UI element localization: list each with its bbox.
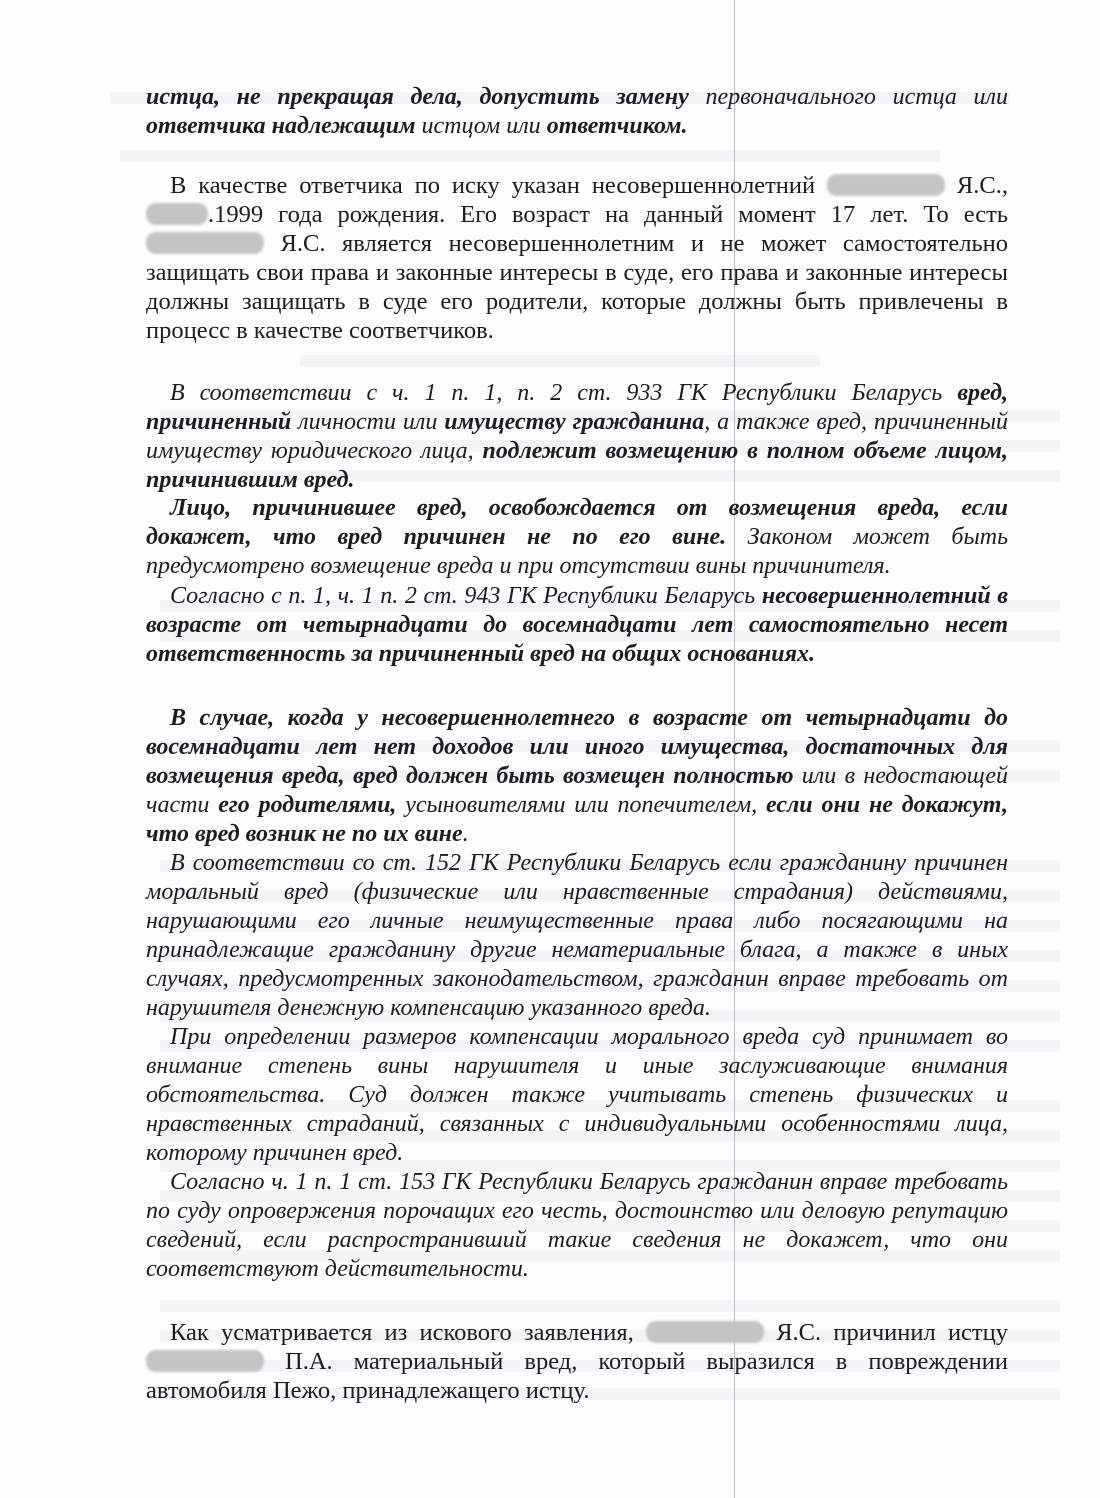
text-bold: его родителями, [218, 792, 397, 818]
text: При определении размеров компенсации морального вреда суд принимает во внимание степень вины нарушителя и иные заслуживающие внимания обстоятельства. Суд должен также учитывать степень физических и нравственных страданий, связанных с индивидуальными особенностями лица, которому причинен вред. [146, 1024, 1008, 1166]
paragraph-parents-liability [146, 704, 1008, 849]
paragraph-claim-summary [146, 1318, 1008, 1405]
text: Я.С. причинил истцу [763, 1319, 1008, 1346]
text-bold: вред, причиненный [146, 380, 1008, 435]
text: В соответствии с ч. 1 п. 1, п. 2 ст. 933 ГК Республики Беларусь [170, 380, 958, 406]
text-bold: если они не докажут, что вред возник не по их вине [146, 792, 1009, 847]
text: первоначального истца или [688, 84, 1008, 110]
paragraph-substitution [146, 83, 1008, 141]
text: В качестве ответчика по иску указан несовершеннолетний [170, 172, 828, 199]
text-bold: В случае, когда у несовершеннолетнего в возрасте от четырнадцати до восемнадцати лет нет доходов или иного имущества, достаточных для возмещения вреда, вред должен быть возмещен полностью [146, 705, 1008, 789]
text: Как усматривается из искового заявления, [170, 1319, 646, 1346]
redacted-plaintiff-surname [146, 1350, 264, 1372]
text: или в недостающей части [146, 763, 1008, 818]
text-bold: ответчиком. [546, 113, 688, 139]
text: Законом может быть предусмотрено возмещение вреда и при отсутствии вины причинителя. [146, 524, 1008, 579]
text: истцом или [415, 113, 547, 139]
text-bold: истца, не прекращая дела, допустить замену [146, 84, 689, 110]
paragraph-article-943 [146, 582, 1008, 669]
text-bold: имуществу гражданина [444, 409, 705, 435]
text: усыновителями или попечителем, [396, 792, 766, 818]
redacted-surname [146, 232, 264, 254]
redacted-surname [827, 174, 945, 196]
text: Согласно с п. 1, ч. 1 п. 2 ст. 943 ГК Республики Беларусь [170, 583, 762, 609]
text-bold: несовершеннолетний в возрасте от четырнадцати до восемнадцати лет самостоятельно несет ответственность за причиненный вред на общих основаниях. [146, 583, 1009, 667]
paragraph-article-933 [146, 379, 1008, 495]
redacted-surname [646, 1321, 764, 1343]
text-bold: ответчика надлежащим [146, 113, 416, 139]
text: Согласно ч. 1 п. 1 ст. 153 ГК Республики Беларусь гражданин вправе требовать по суду опровержения порочащих его честь, достоинство или деловую репутацию сведений, если распространивший такие сведения не докажет, что они соответствуют действительности. [146, 1169, 1008, 1282]
text: Я.С. является несовершеннолетним и не может самостоятельно защищать свои права и законные интересы в суде, его права и законные интересы должны защищать в суде его родители, которые должны быть привлечены в процесс в качестве соответчиков. [146, 230, 1008, 344]
paragraph-moral-damage-compensation [146, 1023, 1008, 1168]
text: .1999 года рождения. Его возраст на данный момент 17 лет. То есть [208, 201, 1008, 228]
text: В соответствии со ст. 152 ГК Республики Беларусь если гражданину причинен моральный вред (физические или нравственные страдания) действиями, нарушающими его личные неимущественные права либо посягающими на принадлежащие гражданину другие нематериальные блага, а также в иных случаях, предусмотренных законодательством, гражданин вправе требовать от нарушителя денежную компенсацию указанного вреда. [146, 850, 1008, 1021]
text: П.А. материальный вред, который выразился в повреждении автомобиля Пежо, принадлежащего истцу. [146, 1348, 1008, 1404]
text-bold: подлежит возмещению в полном объеме лицом, причинившим вред. [146, 438, 1008, 493]
text: Я.С., [945, 172, 1008, 199]
text: , а также вред, причиненный имуществу юридического лица, [146, 409, 1009, 464]
paragraph-fault-exemption [146, 494, 1008, 581]
paragraph-article-153 [146, 1168, 1008, 1284]
text: личности или [291, 409, 445, 435]
redacted-birth-date [146, 203, 208, 225]
text-bold: Лицо, причинившее вред, освобождается от возмещения вреда, если докажет, что вред причинен не по его вине. [146, 495, 1008, 550]
paragraph-article-152 [146, 849, 1008, 1023]
text: . [462, 821, 469, 847]
paragraph-defendant-minor [146, 171, 1008, 345]
